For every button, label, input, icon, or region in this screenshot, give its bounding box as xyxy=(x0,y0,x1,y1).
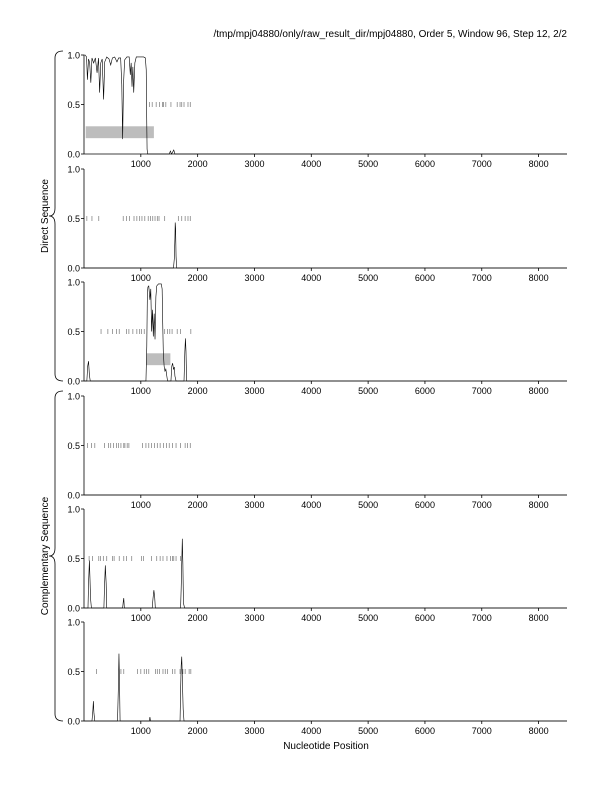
x-tick-label: 4000 xyxy=(301,613,322,623)
y-tick-label: 1.0 xyxy=(67,617,80,628)
coding-probability-line xyxy=(84,284,567,381)
x-tick-label: 1000 xyxy=(130,273,151,283)
y-tick-label: 0.0 xyxy=(67,716,80,727)
orf-bar xyxy=(86,126,154,138)
y-tick-label: 1.0 xyxy=(67,504,80,515)
y-tick-label: 0.0 xyxy=(67,149,80,160)
x-tick-label: 3000 xyxy=(244,500,265,510)
x-tick-label: 1000 xyxy=(130,500,151,510)
x-tick-label: 6000 xyxy=(414,159,435,169)
y-tick-label: 0.0 xyxy=(67,603,80,614)
x-tick-label: 2000 xyxy=(187,273,208,283)
x-tick-label: 7000 xyxy=(471,273,492,283)
x-tick-label: 8000 xyxy=(528,273,549,283)
y-tick-label: 1.0 xyxy=(67,50,80,61)
x-tick-label: 3000 xyxy=(244,386,265,396)
complementary-group-bracket xyxy=(49,391,63,721)
x-tick-label: 5000 xyxy=(358,386,379,396)
x-tick-label: 8000 xyxy=(528,726,549,736)
panel-frame-3 xyxy=(67,278,567,397)
coding-probability-line xyxy=(84,222,567,268)
x-tick-label: 4000 xyxy=(301,500,322,510)
y-tick-label: 0.0 xyxy=(67,263,80,274)
panel-frame-minus-2 xyxy=(67,505,567,624)
panel-frame-minus-1 xyxy=(67,392,567,511)
x-tick-label: 5000 xyxy=(358,500,379,510)
x-tick-label: 1000 xyxy=(130,613,151,623)
y-tick-label: 1.0 xyxy=(67,391,80,402)
x-tick-label: 5000 xyxy=(358,726,379,736)
coding-probability-line xyxy=(84,539,567,608)
panel-frame-1 xyxy=(67,51,567,170)
x-axis-label: Nucleotide Position xyxy=(283,741,369,752)
y-tick-label: 1.0 xyxy=(67,164,80,175)
x-tick-label: 1000 xyxy=(130,386,151,396)
y-tick-label: 0.0 xyxy=(67,490,80,501)
x-tick-label: 7000 xyxy=(471,613,492,623)
y-tick-label: 1.0 xyxy=(67,277,80,288)
y-tick-label: 0.5 xyxy=(67,441,80,451)
x-tick-label: 2000 xyxy=(187,500,208,510)
x-tick-label: 1000 xyxy=(130,159,151,169)
x-tick-label: 4000 xyxy=(301,726,322,736)
panels xyxy=(67,51,567,737)
x-tick-label: 7000 xyxy=(471,726,492,736)
chart-title: /tmp/mpj04880/only/raw_result_dir/mpj04880, Order 5, Window 96, Step 12, 2/2 xyxy=(213,29,567,40)
y-tick-label: 0.5 xyxy=(67,214,80,224)
direct-group-bracket xyxy=(49,51,63,381)
x-tick-label: 6000 xyxy=(414,500,435,510)
complementary-sequence-label: Complementary Sequence xyxy=(40,496,51,616)
x-tick-label: 5000 xyxy=(358,273,379,283)
x-tick-label: 2000 xyxy=(187,613,208,623)
x-tick-label: 3000 xyxy=(244,159,265,169)
panel-frame-2 xyxy=(67,165,567,284)
x-tick-label: 3000 xyxy=(244,613,265,623)
x-tick-label: 2000 xyxy=(187,159,208,169)
x-tick-label: 2000 xyxy=(187,386,208,396)
x-tick-label: 1000 xyxy=(130,726,151,736)
x-tick-label: 8000 xyxy=(528,386,549,396)
x-tick-label: 6000 xyxy=(414,386,435,396)
x-tick-label: 5000 xyxy=(358,613,379,623)
y-tick-label: 0.5 xyxy=(67,100,80,110)
orf-bar xyxy=(147,353,171,365)
x-tick-label: 8000 xyxy=(528,159,549,169)
panel-frame-minus-3 xyxy=(67,618,567,737)
x-tick-label: 4000 xyxy=(301,159,322,169)
x-tick-label: 8000 xyxy=(528,613,549,623)
x-tick-label: 8000 xyxy=(528,500,549,510)
x-tick-label: 5000 xyxy=(358,159,379,169)
y-tick-label: 0.0 xyxy=(67,376,80,387)
y-tick-label: 0.5 xyxy=(67,327,80,337)
y-tick-label: 0.5 xyxy=(67,667,80,677)
x-tick-label: 6000 xyxy=(414,273,435,283)
x-tick-label: 6000 xyxy=(414,726,435,736)
x-tick-label: 3000 xyxy=(244,726,265,736)
x-tick-label: 4000 xyxy=(301,386,322,396)
direct-sequence-label: Direct Sequence xyxy=(40,179,51,253)
x-tick-label: 7000 xyxy=(471,159,492,169)
x-tick-label: 4000 xyxy=(301,273,322,283)
y-tick-label: 0.5 xyxy=(67,554,80,564)
x-tick-label: 3000 xyxy=(244,273,265,283)
x-tick-label: 7000 xyxy=(471,386,492,396)
x-tick-label: 7000 xyxy=(471,500,492,510)
x-tick-label: 2000 xyxy=(187,726,208,736)
x-tick-label: 6000 xyxy=(414,613,435,623)
coding-probability-line xyxy=(84,654,567,721)
